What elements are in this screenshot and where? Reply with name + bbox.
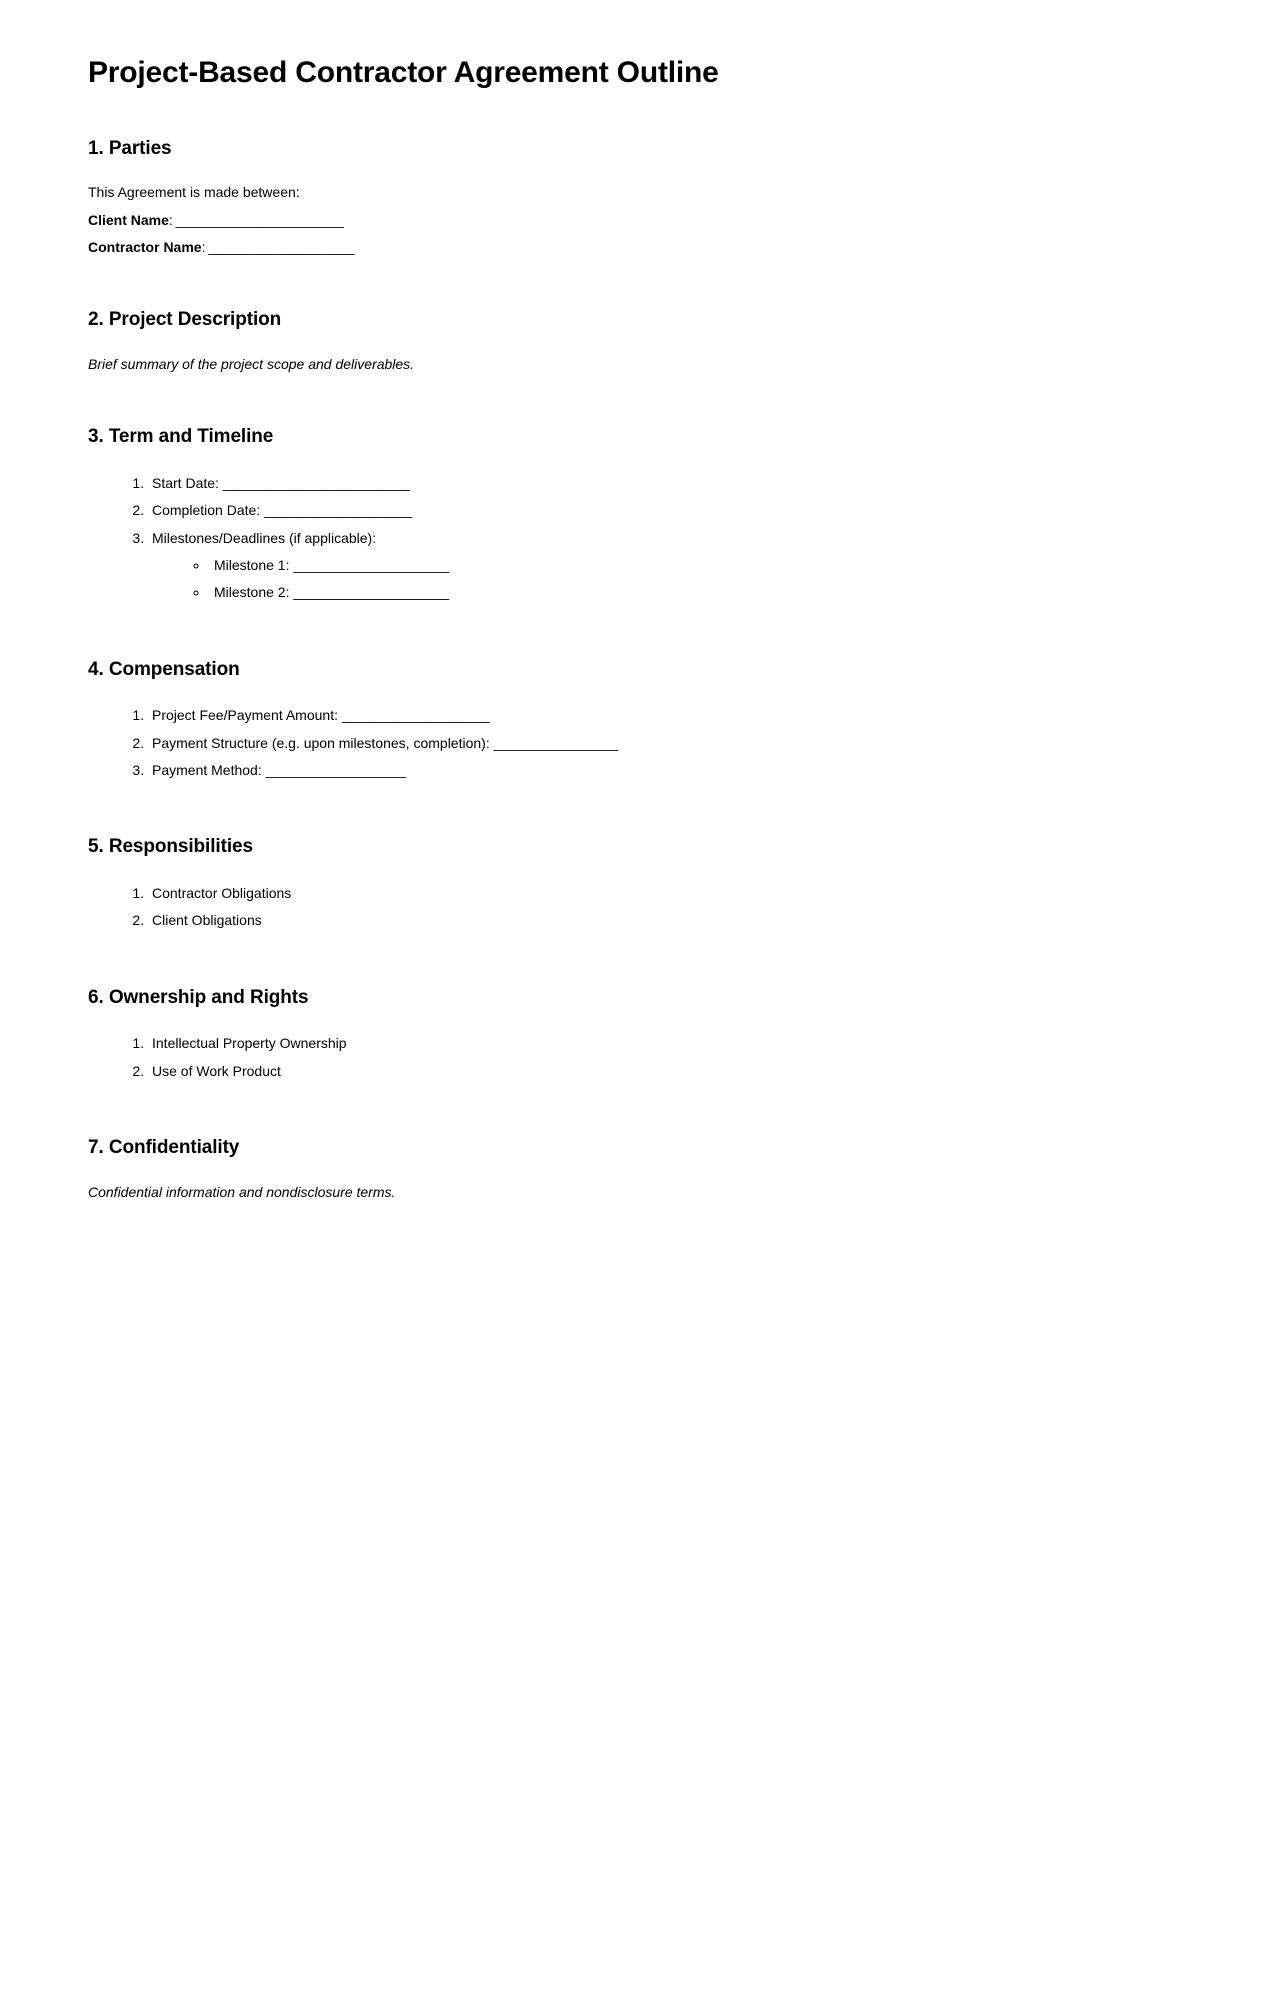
section-responsibilities [88,836,1175,930]
list-item: 1. Contractor Obligations [148,883,1175,903]
section-heading-project-description: 2. Project Description [88,309,282,331]
section-ownership-rights [88,987,1175,1081]
client-name-label: Client Name [88,211,169,228]
confidentiality-note: Confidential information and nondisclosure terms. [88,1183,396,1200]
spacer [88,1160,1175,1182]
list-item: 1. Project Fee/Payment Amount: ___________________ [148,705,1175,725]
spacer [88,160,1175,182]
spacer [88,603,1175,659]
responsibilities-list [88,883,1175,931]
spacer [88,931,1175,987]
client-name-blank: : _______________________ [168,211,344,228]
spacer [88,332,1175,354]
section-confidentiality [88,1137,1175,1202]
spacer [88,1081,1175,1137]
list-item: ◦ Milestone 1: ____________________ [209,555,1175,575]
client-name-line [88,210,1175,230]
section-heading-term-timeline: 3. Term and Timeline [88,426,274,448]
section-heading-ownership-rights: 6. Ownership and Rights [88,986,309,1008]
section-heading-confidentiality: 7. Confidentiality [88,1137,240,1159]
section-compensation [88,659,1175,781]
list-item: 3. Payment Method: __________________ [148,760,1175,780]
ownership-rights-list [88,1033,1175,1081]
spacer [88,859,1175,883]
page-title: Project-Based Contractor Agreement Outline [88,56,719,89]
section-term-timeline [88,426,1175,602]
milestones-sublist [152,555,1175,603]
project-description-note: Brief summary of the project scope and deliverables. [88,355,415,372]
list-item: 1. Intellectual Property Ownership [148,1033,1175,1053]
list-item: ◦ Milestone 2: ____________________ [209,582,1175,602]
list-item: 2. Completion Date: ___________________ [148,500,1175,520]
spacer [88,91,1175,138]
list-item: 2. Client Obligations [148,910,1175,930]
term-timeline-list [88,473,1175,602]
contractor-name-label: Contractor Name [88,238,202,255]
section-project-description [88,309,1175,374]
contractor-name-blank: : ____________________ [201,238,355,255]
parties-intro-text: This Agreement is made between: [88,184,300,201]
spacer [88,681,1175,705]
spacer [88,780,1175,836]
compensation-list [88,705,1175,780]
spacer [88,449,1175,473]
list-item-label: Milestones/Deadlines (if applicable): [152,529,377,546]
list-item: 1. Start Date: ________________________ [148,473,1175,493]
spacer [88,374,1175,426]
list-item: 2. Use of Work Product [148,1061,1175,1081]
spacer [88,257,1175,309]
section-heading-parties: 1. Parties [88,137,172,159]
spacer [88,1009,1175,1033]
section-heading-compensation: 4. Compensation [88,658,240,680]
section-heading-responsibilities: 5. Responsibilities [88,836,253,858]
list-item: 2. Payment Structure (e.g. upon milestones, completion): ________________ [148,733,1175,753]
contractor-name-line [88,237,1175,257]
section-parties [88,138,1175,258]
list-item [148,528,1175,603]
